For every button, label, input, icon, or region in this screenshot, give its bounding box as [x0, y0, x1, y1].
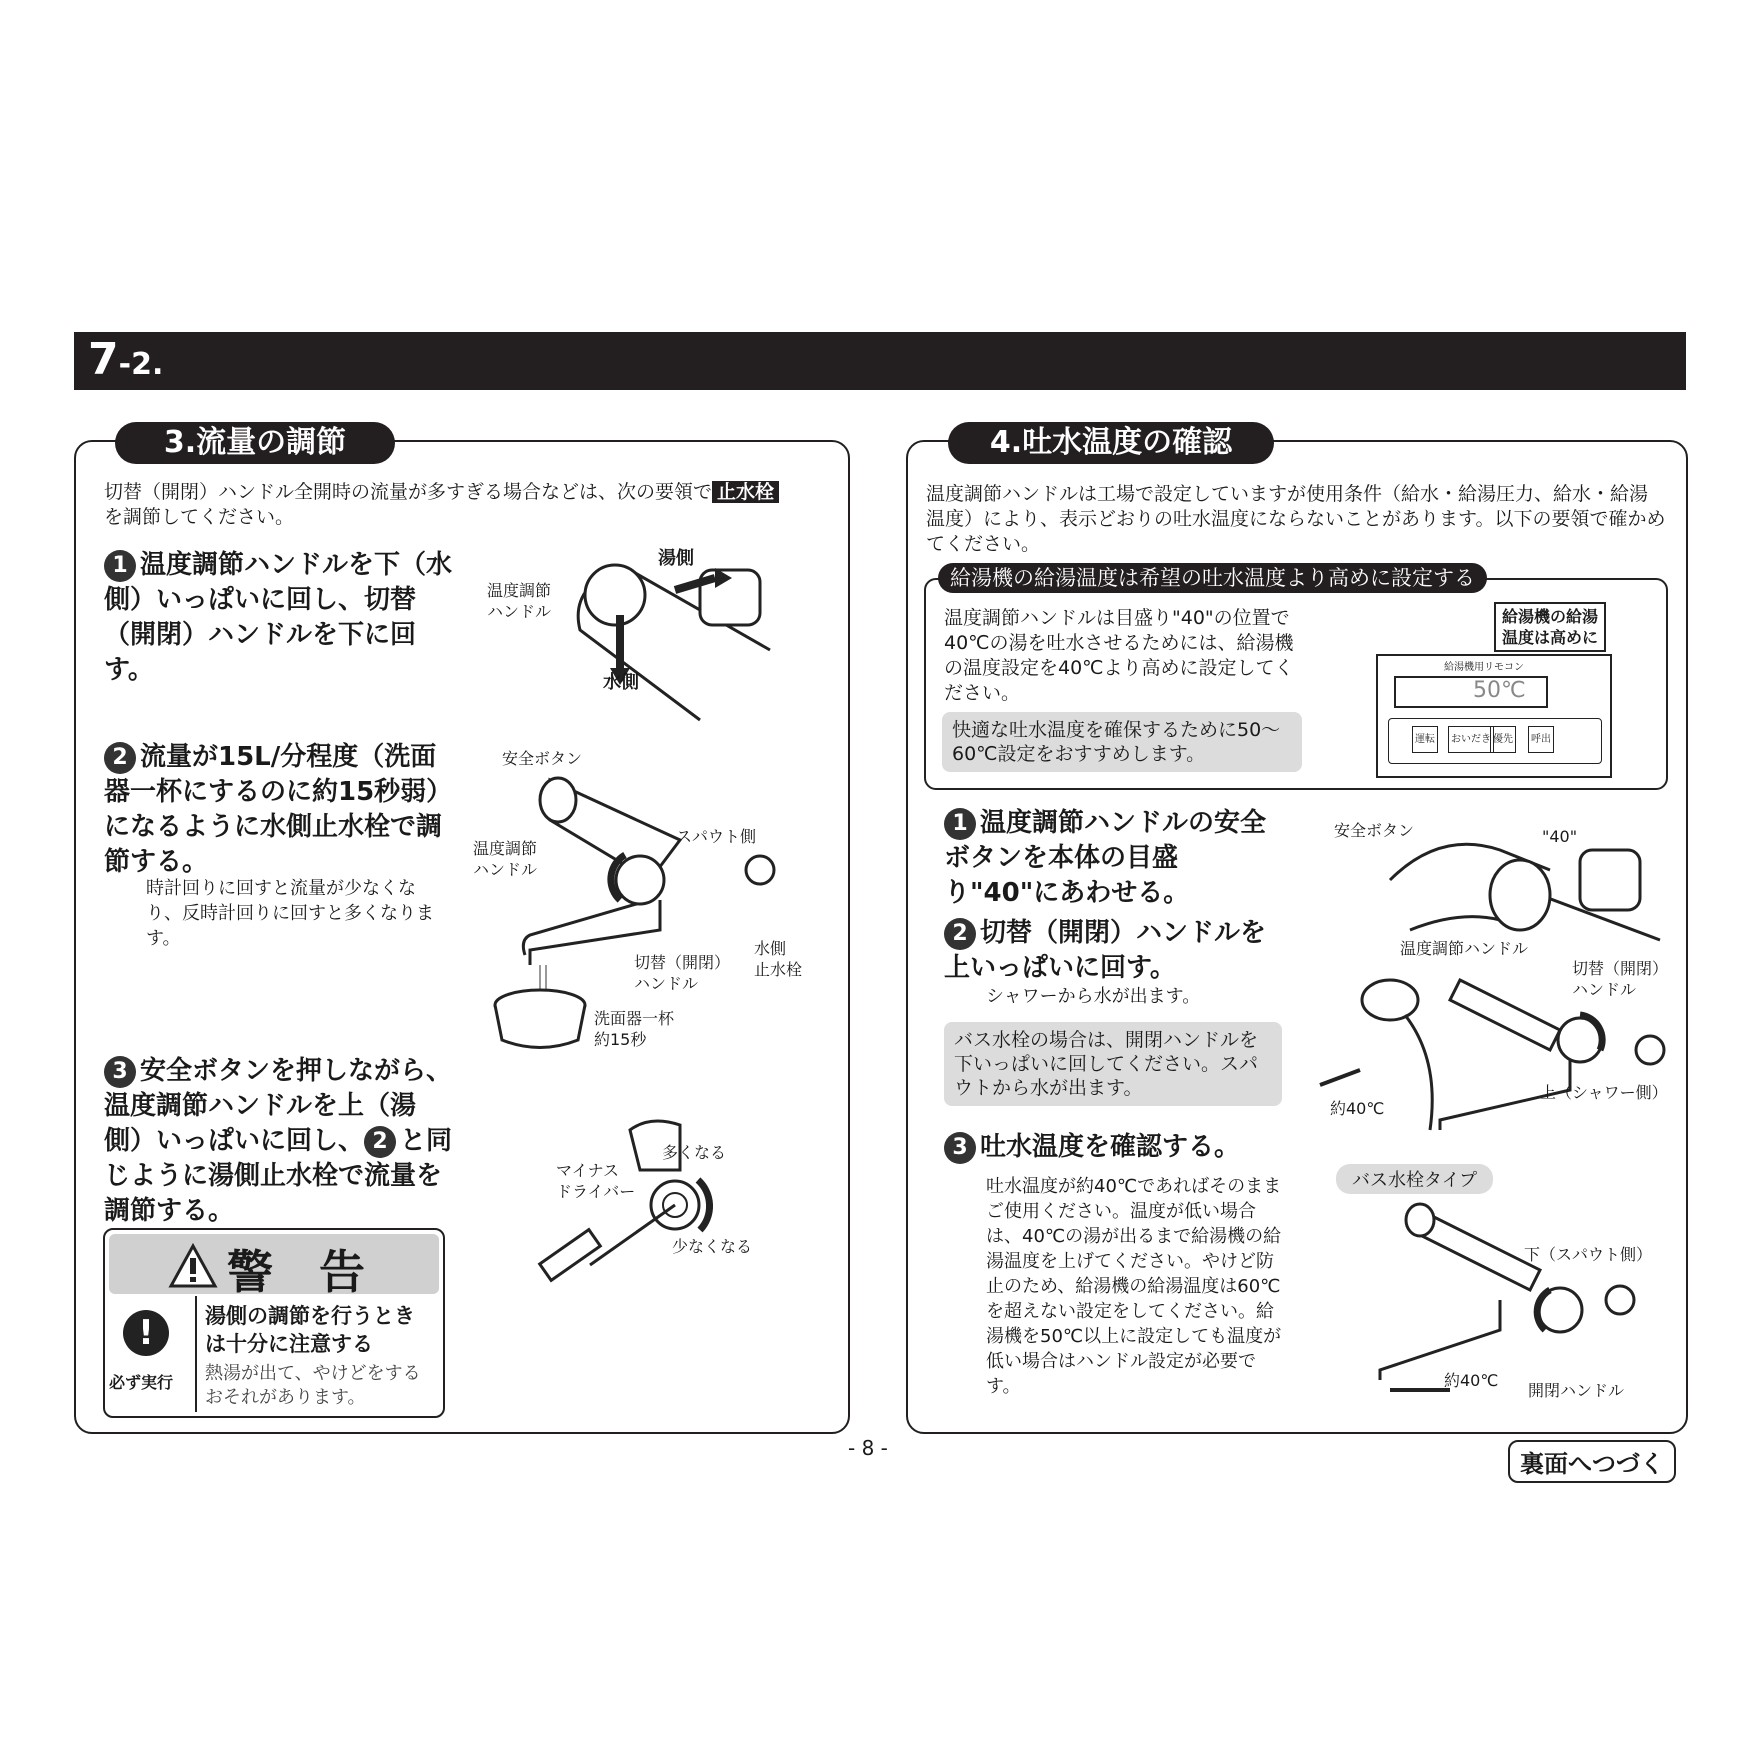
- label-down-spout: 下（スパウト側）: [1524, 1245, 1653, 1264]
- warning-divider: [195, 1296, 197, 1412]
- mandatory-icon: !: [123, 1310, 169, 1356]
- warning-sub: 熱湯が出て、やけどをするおそれがあります。: [205, 1363, 421, 1408]
- remote-callout: 給湯機の給湯 温度は高めに: [1494, 602, 1606, 652]
- right-step-3: 3 吐水温度を確認する。: [944, 1130, 1284, 1165]
- right-step-2-note: シャワーから水が出ます。: [986, 986, 1201, 1007]
- remote-button-3: 優先: [1490, 726, 1516, 753]
- left-tab-title: 3.流量の調節: [115, 422, 395, 464]
- right-step-2: 2 切替（開閉）ハンドルを上いっぱいに回す。: [944, 918, 1267, 983]
- label-open-handle: 開閉ハンドル: [1528, 1381, 1625, 1400]
- bath-type-tag: バス水栓タイプ: [1336, 1164, 1493, 1194]
- faucet-flow-illustration: [490, 760, 790, 1050]
- left-step-1: 1 温度調節ハンドルを下（水側）いっぱいに回し、切替（開閉）ハンドルを下に回す。: [104, 550, 453, 685]
- right-intro: 温度調節ハンドルは工場で設定していますが使用条件（給水・給湯圧力、給水・給湯温度）により、表示どおりの吐水温度にならないことがあります。以下の要領で確かめてください。: [926, 483, 1666, 555]
- label-up-shower: 上（シャワー側）: [1540, 1083, 1668, 1102]
- step-number-icon: 3: [104, 1056, 136, 1088]
- label-approx-40-a: 約40℃: [1330, 1099, 1385, 1118]
- step-ref-icon: 2: [364, 1126, 396, 1158]
- left-step-2: 2 流量が15L/分程度（洗面器一杯にするのに約15秒弱）になるように水側止水栓で調節する。: [104, 742, 453, 877]
- warning-title: 警 告: [227, 1245, 365, 1299]
- label-temp-handle-1: 温度調節 ハンドル: [487, 581, 552, 621]
- right-tab-title: 4.吐水温度の確認: [948, 422, 1274, 464]
- faucet-handle-illustration-1: [470, 540, 810, 730]
- label-temp-handle-r: 温度調節ハンドル: [1400, 939, 1529, 958]
- label-safety-button-r: 安全ボタン: [1334, 821, 1415, 840]
- warning-main: 湯側の調節を行うときは十分に注意する: [205, 1304, 415, 1356]
- label-cold-side: 水側: [603, 672, 639, 693]
- left-step-3: 3 安全ボタンを押しながら、温度調節ハンドルを上（湯側）いっぱいに回し、 2 と同じように湯側止水栓で流量を調節する。: [104, 1056, 453, 1226]
- label-less: 少なくなる: [672, 1237, 753, 1256]
- label-spout-side: スパウト側: [676, 827, 757, 846]
- label-temp-handle-2: 温度調節 ハンドル: [473, 839, 538, 879]
- remote-temp: 50℃: [1473, 678, 1526, 703]
- section-number: 7-2.: [88, 334, 164, 385]
- page-number: - 8 -: [848, 1436, 888, 1460]
- label-approx-40-b: 約40℃: [1444, 1371, 1499, 1390]
- heater-box-recommend: 快適な吐水温度を確保するために50〜60℃設定をおすすめします。: [942, 712, 1302, 772]
- bath-faucet-note: バス水栓の場合は、開閉ハンドルを下いっぱいに回してください。スパウトから水が出ます。: [944, 1022, 1282, 1106]
- stop-valve-label: 止水栓: [712, 481, 779, 503]
- remote-button-2: おいだき: [1448, 726, 1494, 753]
- step-number-icon: 3: [944, 1132, 976, 1164]
- left-intro: 切替（開閉）ハンドル全開時の流量が多すぎる場合などは、次の要領で 止水栓 を調節してください。: [104, 480, 824, 530]
- step-number-icon: 2: [944, 918, 976, 950]
- step-number-icon: 2: [104, 742, 136, 774]
- label-cold-stop-valve: 水側 止水栓: [754, 939, 803, 979]
- label-more: 多くなる: [662, 1143, 727, 1162]
- label-safety-button-2: 安全ボタン: [502, 749, 583, 768]
- left-step-2-note: 時計回りに回すと流量が少なくなり、反時計回りに回すと多くなります。: [146, 878, 434, 949]
- remote-button-1: 運転: [1412, 726, 1438, 753]
- continue-button[interactable]: 裏面へつづく: [1508, 1440, 1676, 1483]
- warning-triangle-icon: [169, 1244, 217, 1288]
- mandatory-label: 必ず実行: [109, 1373, 174, 1392]
- heater-box-title: 給湯機の給湯温度は希望の吐水温度より高めに設定する: [938, 563, 1487, 593]
- label-forty: "40": [1542, 827, 1578, 846]
- remote-control: [1376, 654, 1612, 778]
- warning-box: [103, 1228, 445, 1418]
- label-switch-handle-r: 切替（開閉） ハンドル: [1572, 959, 1669, 999]
- hand-safety-button-illustration: [1380, 820, 1680, 950]
- label-bowl: 洗面器一杯 約15秒: [594, 1009, 675, 1049]
- label-driver: マイナス ドライバー: [556, 1161, 636, 1201]
- bath-faucet-illustration: [1350, 1200, 1670, 1410]
- step-number-icon: 1: [944, 808, 976, 840]
- remote-button-4: 呼出: [1528, 726, 1554, 753]
- step-number-icon: 1: [104, 550, 136, 582]
- section-header-bar: [74, 332, 1686, 390]
- label-hot-side: 湯側: [658, 548, 694, 569]
- label-switch-handle: 切替（開閉） ハンドル: [634, 953, 731, 993]
- right-step-3-note: 吐水温度が約40℃であればそのままご使用ください。温度が低い場合は、40℃の湯が出るまで給湯機の給湯温度を上げてください。やけど防止のため、給湯機の給湯温度は60℃を超えない設定をしてください。給湯機を50℃以上に設定しても温度が低い場合はハンドル設定が必要です。: [986, 1176, 1282, 1397]
- heater-box-text: 温度調節ハンドルは目盛り"40"の位置で40℃の湯を吐水させるためには、給湯機の温度設定を40℃より高めに設定してください。: [944, 607, 1294, 704]
- remote-title: 給湯機用リモコン: [1444, 662, 1524, 673]
- right-step-1: 1 温度調節ハンドルの安全ボタンを本体の目盛り"40"にあわせる。: [944, 808, 1267, 908]
